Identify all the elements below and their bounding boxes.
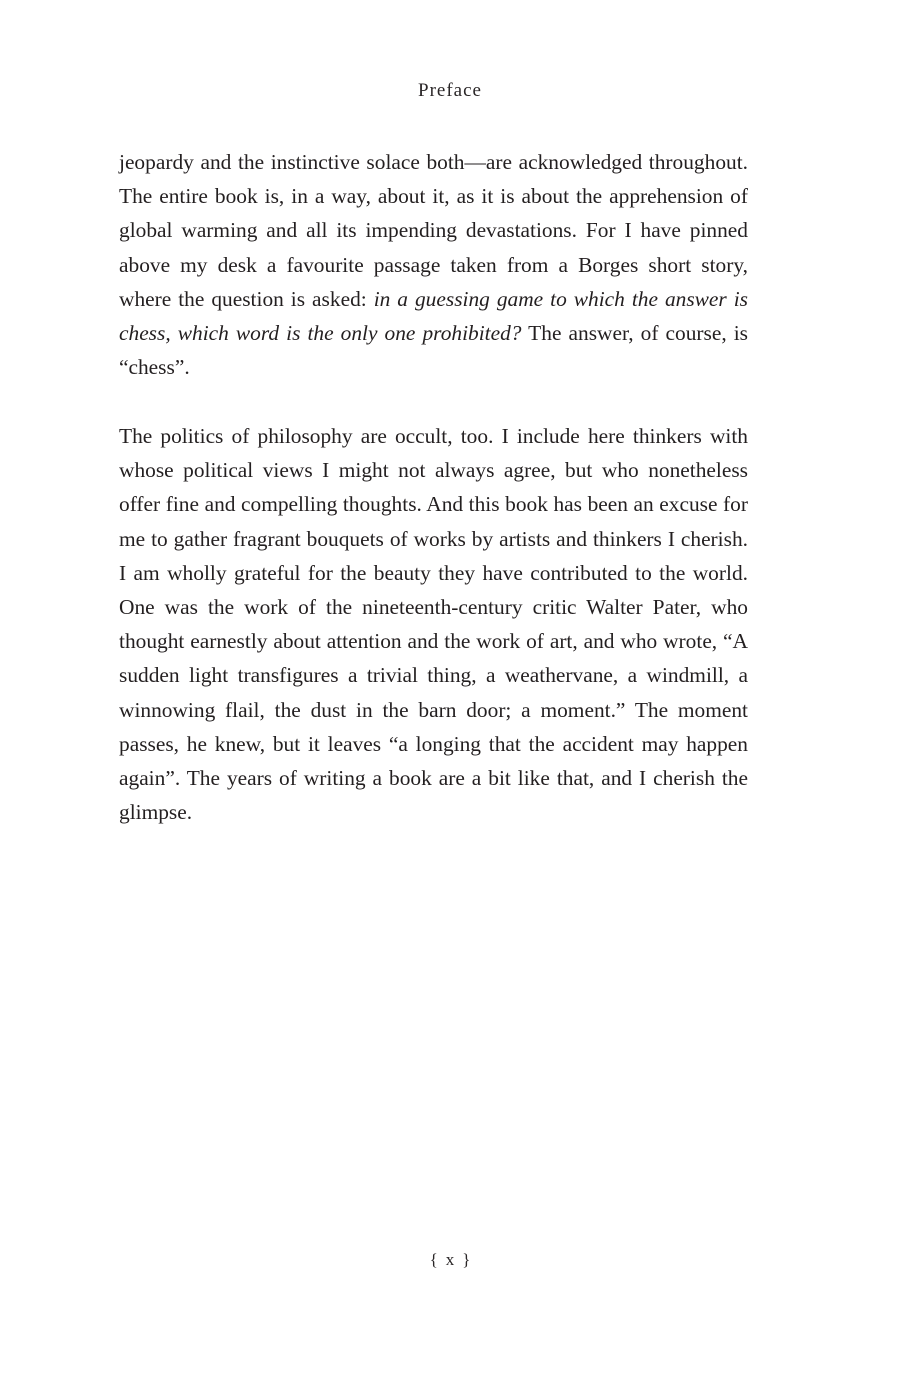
paragraph-1-lead: jeopardy and the instinctive solace both—are acknowledged throughout. The entire book is, in a way, about it, as it is about the apprehension of global warming and all its impending devastations. For I have pinned above my desk a favourite passage taken from a Borges short story, where the question is asked: [119,150,748,311]
paragraph-1-text [119,145,748,384]
body-paragraph-1 [119,145,748,384]
page-number [0,1250,900,1270]
folio-number: x [445,1250,455,1269]
paragraph-1-italic-question: in a guessing game to which the answer is chess, which word is the only one prohibited? [119,286,748,346]
running-head: Preface [418,80,482,101]
folio-open-brace: { [429,1250,438,1269]
paragraph-1-tail: The answer, of course, is “chess”. [119,321,749,380]
paragraph-2-text: The politics of philosophy are occult, too. I include here thinkers with whose political views I might not always agree, but who nonetheless offer fine and compelling thoughts. And this book has been an excuse for me to gather fragrant bouquets of works by artists and thinkers I cherish. I am wholly grateful for the beauty they have contributed to the world. One was the work of the nineteenth-century critic Walter Pater, who thought earnestly about attention and the work of art, and who wrote, “A sudden light transfigures a trivial thing, a weathervane, a windmill, a winnowing flail, the dust in the barn door; a moment.” The moment passes, he knew, but it leaves “a longing that the accident may happen again”. The years of writing a book are a bit like that, and I cherish the glimpse. [119,424,748,825]
body-paragraph-2 [119,419,748,829]
folio-close-brace: } [462,1250,471,1269]
